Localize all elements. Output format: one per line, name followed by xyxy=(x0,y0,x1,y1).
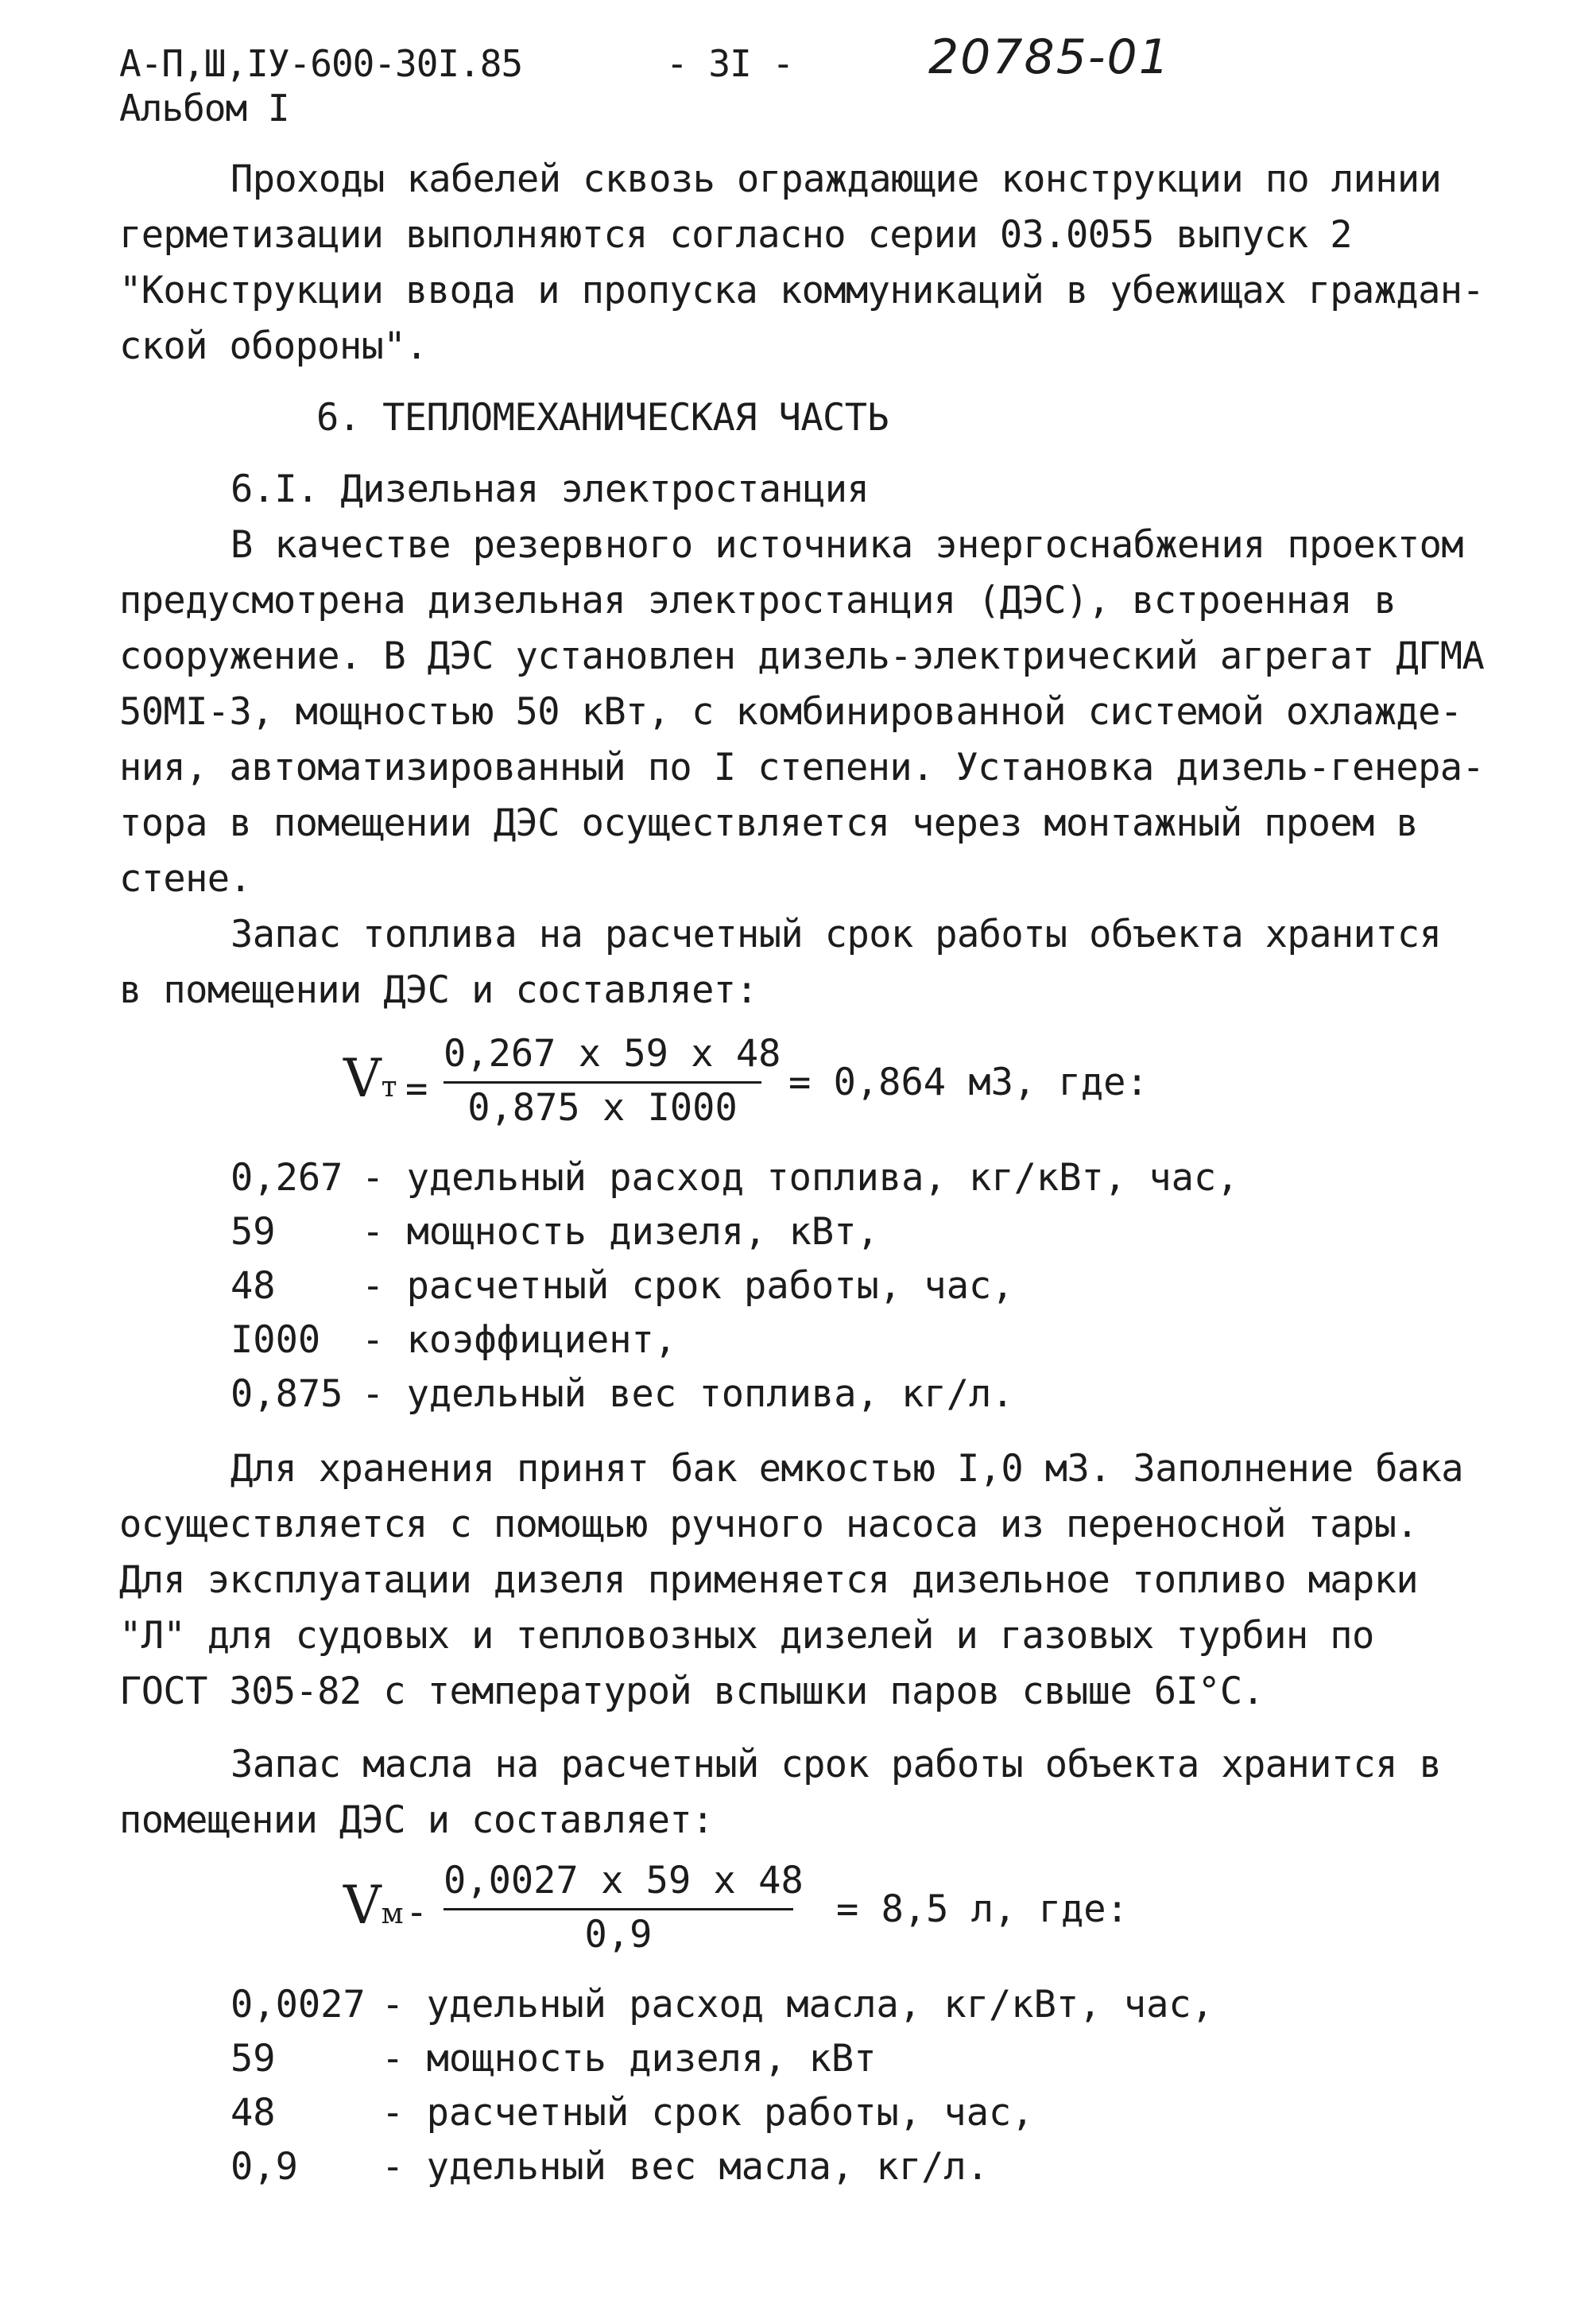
paragraph-line: Запас топлива на расчетный срок работы объекта хранится xyxy=(230,913,1442,956)
document-page: А-П,Ш,IУ-600-30I.85 Альбом I - 3I - 20785-01 Проходы кабелей сквозь ограждающие конструкции по линии герметизации выполняются согласно серии 03.0055 выпуск 2 "Конструкции ввода и пропуска коммуникаций в убежищах граждан- ской обороны". 6. ТЕПЛОМЕХАНИЧЕСКАЯ ЧАСТЬ 6.I. Дизельная электростанция В качестве резервного источника энергоснабжения проектом предусмотрена дизельная электростанция (ДЭС), встроенная в сооружение. В ДЭС установлен дизель-электрический агрегат ДГМА 50МI-3, мощностью 50 кВт, с комбинированной системой охлажде- ния, автоматизированный по I степени. Установка дизель-генера- тора в помещении ДЭС осуществляется через монтажный проем в стене. Запас топлива на расчетный срок работы объекта хранится в помещении ДЭС и составляет: Vт = 0,267 х 59 х 48 0,875 х I000 = 0,864 м3, где: 0,267 - удельный расход топлива, кг/кВт, час, 59 - мощность дизеля, кВт, 48 - расчетный срок работы, час, I000 - коэффициент, 0,875 - удельный вес топлива, кг/л. Для хранения принят бак емкостью I,0 м3. Заполнение бака осуществляется с помощью ручного насоса из переносной тары. Для эксплуатации дизеля применяется дизельное топливо марки "Л" для судовых и тепловозных дизелей и газовых турбин по ГОСТ 305-82 с температурой вспышки паров свыше 6I°С. Запас масла на расчетный срок работы объекта хранится в помещении ДЭС и составляет: Vм - 0,0027 х 59 х 48 0,9 = 8,5 л, где: 0,0027 - удельный расход масла, кг/кВт, час, 59 - мощность дизеля, кВт 48 - расчетный срок работы, час, 0,9 - удельный вес масла, кг/л. xyxy=(119,29,1485,2189)
formula-numerator: 0,267 х 59 х 48 xyxy=(444,1032,761,1084)
subsection-heading: 6.I. Дизельная электростанция xyxy=(230,467,870,511)
paragraph-line: герметизации выполняются согласно серии 03.0055 выпуск 2 xyxy=(119,213,1352,257)
paragraph-line: тора в помещении ДЭС осуществляется через монтажный проем в xyxy=(119,801,1419,845)
paragraph-line: ской обороны". xyxy=(119,324,428,368)
formula-numerator: 0,0027 х 59 х 48 xyxy=(444,1859,793,1910)
paragraph-line: осуществляется с помощью ручного насоса из переносной тары. xyxy=(119,1503,1419,1546)
paragraph-line: стене. xyxy=(119,857,252,901)
fuel-formula: Vт = 0,267 х 59 х 48 0,875 х I000 = 0,864 м3, где: xyxy=(343,1032,1149,1130)
handwritten-number: 20785-01 xyxy=(928,29,1171,85)
paragraph-line: Для хранения принят бак емкостью I,0 м3. Заполнение бака xyxy=(230,1447,1463,1491)
paragraph-line: Проходы кабелей сквозь ограждающие конструкции по линии xyxy=(230,157,1442,201)
page-number: - 3I - xyxy=(666,42,794,85)
paragraph-line: в помещении ДЭС и составляет: xyxy=(119,968,758,1012)
paragraph-line: сооружение. В ДЭС установлен дизель-электрический агрегат ДГМА xyxy=(119,634,1485,678)
album-label: Альбом I xyxy=(119,87,289,130)
paragraph-line: помещении ДЭС и составляет: xyxy=(119,1798,714,1842)
formula-denominator: 0,875 х I000 xyxy=(467,1086,738,1130)
paragraph-line: Для эксплуатации дизеля применяется дизельное топливо марки xyxy=(119,1558,1419,1602)
paragraph-line: "Л" для судовых и тепловозных дизелей и газовых турбин по xyxy=(119,1614,1374,1658)
paragraph-line: "Конструкции ввода и пропуска коммуникаций в убежищах граждан- xyxy=(119,269,1485,312)
formula-variable: Vт xyxy=(343,1048,397,1109)
paragraph-line: В качестве резервного источника энергоснабжения проектом xyxy=(230,523,1463,567)
paragraph-line: ГОСТ 305-82 с температурой вспышки паров свыше 6I°С. xyxy=(119,1670,1265,1713)
document-code: А-П,Ш,IУ-600-30I.85 xyxy=(119,42,523,85)
section-heading: 6. ТЕПЛОМЕХАНИЧЕСКАЯ ЧАСТЬ xyxy=(316,396,889,440)
formula-variable: Vм xyxy=(343,1875,404,1936)
oil-formula: Vм - 0,0027 х 59 х 48 0,9 = 8,5 л, где: xyxy=(343,1859,1129,1957)
formula-result: = 0,864 м3, где: xyxy=(788,1061,1149,1104)
formula-result: = 8,5 л, где: xyxy=(836,1887,1129,1931)
paragraph-line: ния, автоматизированный по I степени. Установка дизель-генера- xyxy=(119,746,1485,789)
paragraph-line: 50МI-3, мощностью 50 кВт, с комбинированной системой охлажде- xyxy=(119,690,1462,734)
formula-denominator: 0,9 xyxy=(584,1913,653,1957)
paragraph-line: предусмотрена дизельная электростанция (ДЭС), встроенная в xyxy=(119,579,1396,623)
paragraph-line: Запас масла на расчетный срок работы объекта хранится в xyxy=(230,1743,1442,1786)
